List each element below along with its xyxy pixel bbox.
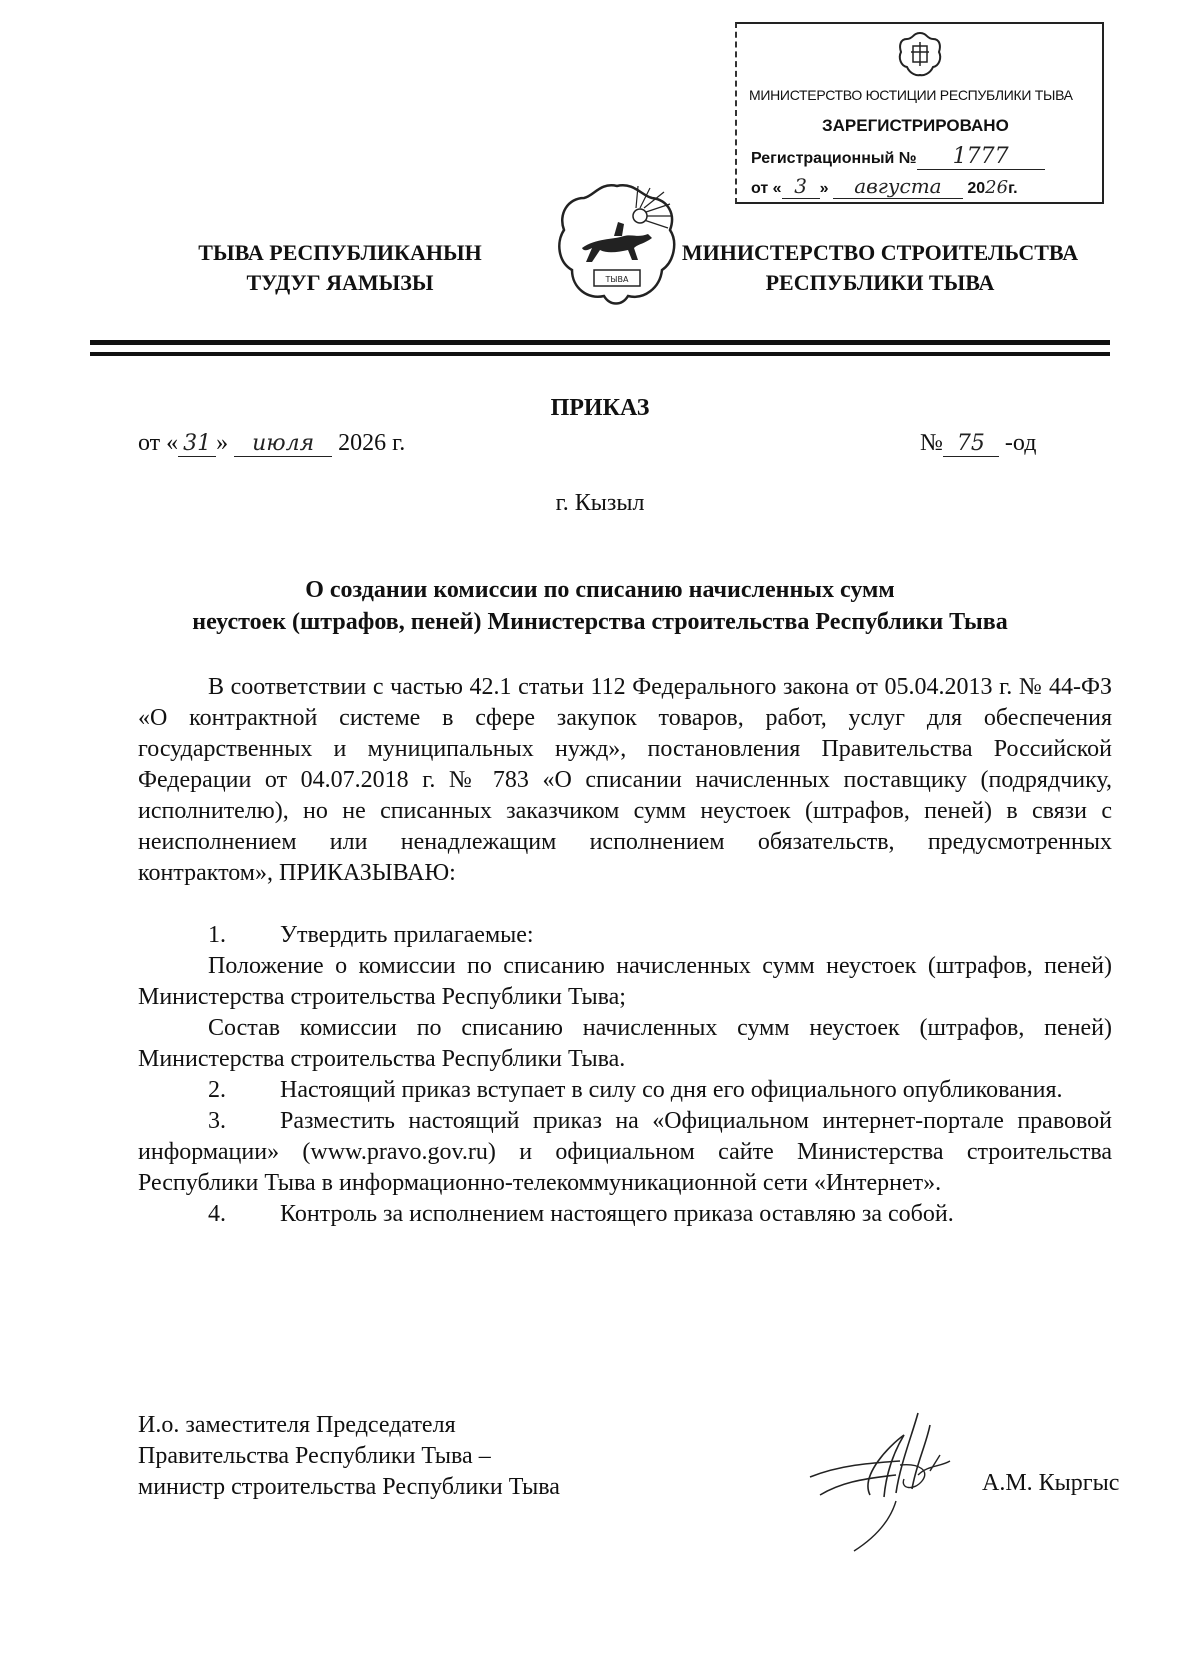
order-number-suffix: -од (1004, 430, 1037, 456)
list-item-number: 2. (208, 1077, 226, 1103)
signatory-position-line3: министр строительства Республики Тыва (138, 1474, 560, 1500)
order-date-prefix: от « (138, 430, 179, 456)
order-title: ПРИКАЗ (550, 395, 650, 421)
stamp-date-day: 3 (782, 174, 820, 199)
header-russian-line2: РЕСПУБЛИКИ ТЫВА (765, 270, 995, 295)
order-date-year: 2026 г. (338, 430, 406, 456)
list-item (138, 1106, 1112, 1199)
list-item-text: Разместить настоящий приказ на «Официальном интернет-портале правовой информации» (www.pravo.gov.ru) и официальном сайте Министерства строительства Республики Тыва в информационно-телекоммуникационной сети «Интернет». (138, 1108, 1112, 1196)
list-item-text: Утвердить прилагаемые: (280, 922, 534, 948)
list-item-text: Настоящий приказ вступает в силу со дня его официального опубликования. (280, 1077, 1063, 1103)
list-item (138, 1199, 1112, 1230)
registration-stamp (735, 22, 1104, 204)
stamp-reg-label: Регистрационный № (751, 150, 917, 167)
header-tuvan (150, 238, 530, 298)
list-item-text: Положение о комиссии по списанию начисленных сумм неустоек (штрафов, пеней) Министерства строительства Республики Тыва; (138, 953, 1112, 1010)
stamp-date-suffix: г. (1008, 180, 1018, 197)
order-subject-line1: О создании комиссии по списанию начисленных сумм (305, 577, 895, 603)
svg-text:ТЫВА: ТЫВА (605, 275, 629, 284)
list-item-number: 1. (208, 922, 226, 948)
order-city: г. Кызыл (555, 490, 645, 516)
list-item-number: 4. (208, 1201, 226, 1227)
stamp-date-year-hand: 26 (985, 177, 1009, 198)
list-item (138, 1075, 1112, 1106)
stamp-ministry: МИНИСТЕРСТВО ЮСТИЦИИ РЕСПУБЛИКИ ТЫВА (749, 87, 1073, 103)
header-russian-line1: МИНИСТЕРСТВО СТРОИТЕЛЬСТВА (681, 240, 1079, 265)
stamp-date-mid: » (819, 180, 829, 197)
order-date-month: июля (234, 431, 332, 457)
list-item (138, 1013, 1112, 1075)
list-item-text: Состав комиссии по списанию начисленных сумм неустоек (штрафов, пеней) Министерства строительства Республики Тыва. (138, 1015, 1112, 1072)
signatory-position-line2: Правительства Республики Тыва – (138, 1443, 491, 1469)
tuva-coat-of-arms-icon (552, 178, 682, 313)
preamble-paragraph: В соответствии с частью 42.1 статьи 112 Федерального закона от 05.04.2013 г. № 44-ФЗ «О контрактной системе в сфере закупок товаров, работ, услуг для обеспечения государственных и муниципальных нужд», постановления Правительства Российской Федерации от 04.07.2018 г. № 783 «О списании начисленных поставщику (подрядчику, исполнителю), но не списанных заказчиком сумм неустоек (штрафов, пеней) в связи с неисполнением или ненадлежащим исполнением обязательств, предусмотренных контрактом», ПРИКАЗЫВАЮ: (138, 674, 1112, 886)
justice-emblem-icon (895, 30, 945, 80)
list-item-text: Контроль за исполнением настоящего приказа оставляю за собой. (280, 1201, 954, 1227)
header-tuvan-line2: ТУДУГ ЯАМЫЗЫ (246, 270, 434, 295)
order-number-prefix: № (920, 430, 943, 456)
order-subject-line2: неустоек (штрафов, пеней) Министерства строительства Республики Тыва (192, 609, 1008, 635)
list-item (138, 951, 1112, 1013)
header-rule-thin (90, 352, 1110, 356)
order-subject (100, 574, 1100, 638)
stamp-date-month: августа (833, 174, 963, 199)
order-body (138, 672, 1112, 1230)
order-number (920, 430, 1036, 457)
header-russian (680, 238, 1080, 298)
order-date-mid: » (216, 430, 229, 456)
handwritten-signature (800, 1405, 980, 1555)
signatory-position (138, 1410, 560, 1503)
list-item (138, 920, 1112, 951)
stamp-date-line (751, 174, 1018, 199)
header-tuvan-line1: ТЫВА РЕСПУБЛИКАНЫН (198, 240, 482, 265)
stamp-date-year-prefix: 20 (967, 180, 986, 197)
order-number-value: 75 (943, 431, 999, 457)
signatory-position-line1: И.о. заместителя Председателя (138, 1412, 456, 1438)
signatory-name: А.М. Кыргыс (982, 1470, 1120, 1496)
order-date (138, 430, 405, 457)
order-date-day: 31 (178, 431, 216, 457)
stamp-reg-number-line (751, 144, 1045, 170)
stamp-reg-number: 1777 (917, 144, 1045, 170)
stamp-registered: ЗАРЕГИСТРИРОВАНО (822, 116, 1009, 135)
list-item-number: 3. (208, 1108, 226, 1134)
stamp-date-prefix: от « (751, 180, 782, 197)
header-rule-thick (90, 340, 1110, 345)
